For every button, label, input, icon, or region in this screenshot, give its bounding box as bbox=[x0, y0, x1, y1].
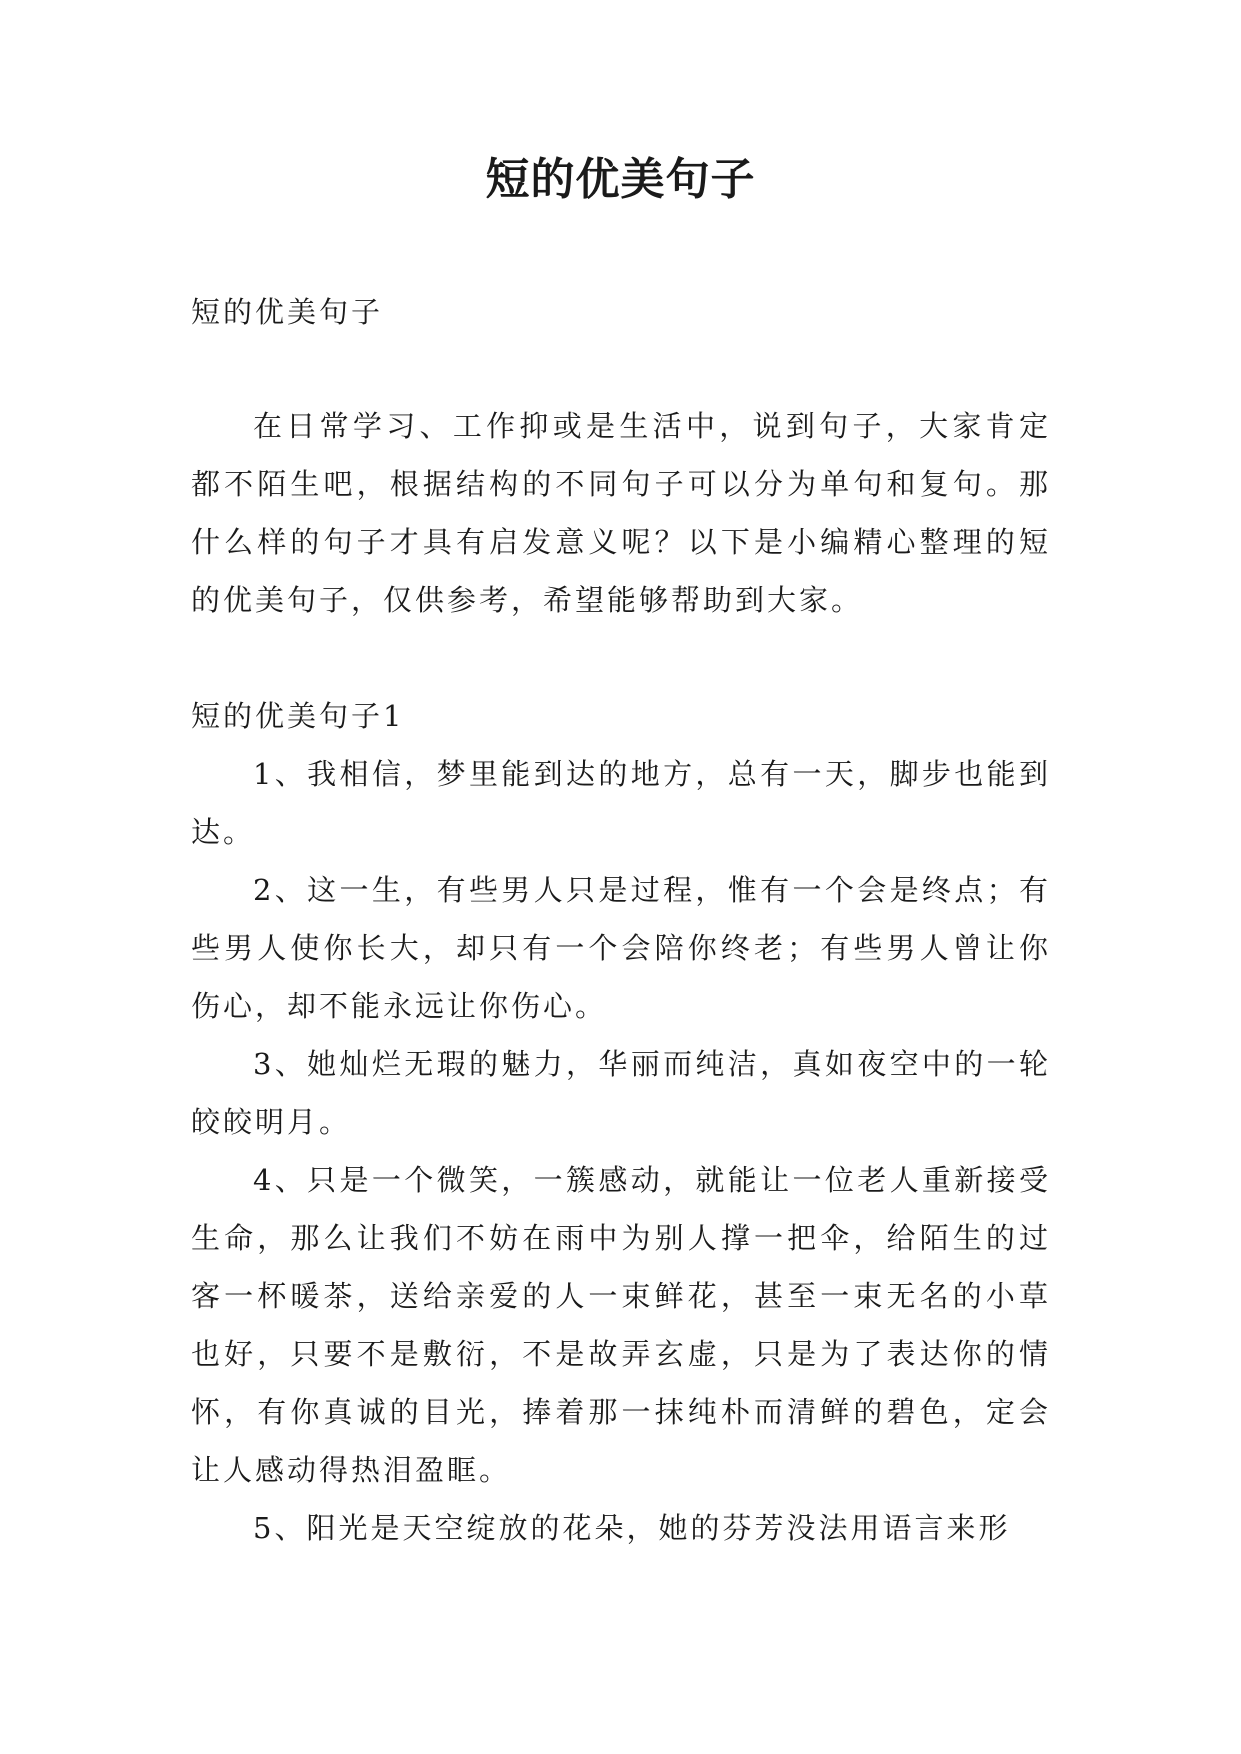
sentence-item: 1、我相信，梦里能到达的地方，总有一天，脚步也能到达。 bbox=[191, 757, 1051, 849]
sentence-item: 5、阳光是天空绽放的花朵，她的芬芳没法用语言来形 bbox=[253, 1511, 1011, 1545]
sentence-item: 3、她灿烂无瑕的魅力，华丽而纯洁，真如夜空中的一轮皎皎明月。 bbox=[191, 1047, 1051, 1139]
section-heading: 短的优美句子1 bbox=[191, 699, 405, 733]
sentence-item: 2、这一生，有些男人只是过程，惟有一个会是终点；有些男人使你长大，却只有一个会陪你终老；有些男人曾让你伤心，却不能永远让你伤心。 bbox=[191, 873, 1051, 1023]
sentence-item: 4、只是一个微笑，一簇感动，就能让一位老人重新接受生命，那么让我们不妨在雨中为别人撑一把伞，给陌生的过客一杯暖茶，送给亲爱的人一束鲜花，甚至一束无名的小草也好，只要不是敷衍，不是故弄玄虚，只是为了表达你的情怀，有你真诚的目光，捧着那一抹纯朴而清鲜的碧色，定会让人感动得热泪盈眶。 bbox=[191, 1163, 1051, 1487]
document-title: 短的优美句子 bbox=[485, 154, 756, 205]
document-body bbox=[191, 283, 1051, 1557]
document-subtitle: 短的优美句子 bbox=[191, 295, 384, 329]
intro-paragraph: 在日常学习、工作抑或是生活中，说到句子，大家肯定都不陌生吧，根据结构的不同句子可以分为单句和复句。那什么样的句子才具有启发意义呢？以下是小编精心整理的短的优美句子，仅供参考，希望能够帮助到大家。 bbox=[191, 409, 1051, 617]
